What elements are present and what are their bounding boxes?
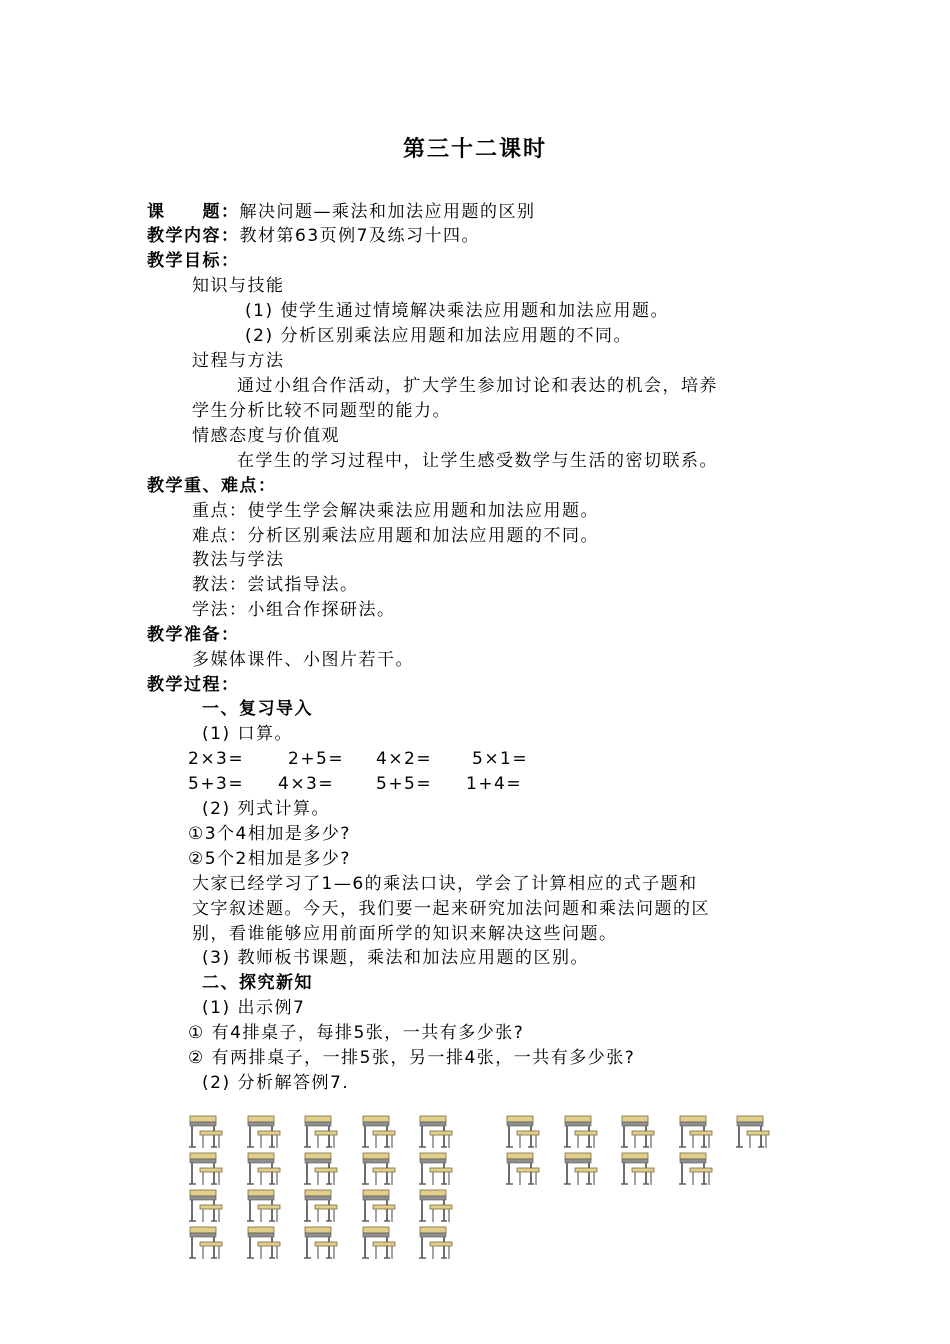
school-desk-icon (244, 1223, 284, 1261)
calc-item: 4×2= (376, 749, 433, 769)
school-desk-icon (186, 1223, 226, 1261)
intro-line-3: 别，看谁能够应用前面所学的知识来解决这些问题。 (192, 924, 618, 944)
school-desk-icon (359, 1223, 399, 1261)
topic-label: 课 题： (147, 202, 240, 222)
school-desk-icon (676, 1112, 716, 1150)
difficulty-point: 难点：分析区别乘法应用题和加法应用题的不同。 (192, 526, 599, 546)
content-label: 教学内容： (147, 226, 240, 246)
school-desk-icon (416, 1223, 456, 1261)
school-desk-icon (244, 1112, 284, 1150)
school-desk-icon (359, 1186, 399, 1224)
s2-question-1b: ② 有两排桌子，一排5张，另一排4张，一共有多少张? (188, 1048, 636, 1068)
s1-question-3: (3) 教师板书课题，乘法和加法应用题的区别。 (202, 948, 589, 968)
school-desk-icon (416, 1149, 456, 1187)
prep-label: 教学准备： (147, 625, 240, 645)
calc-item: 2+5= (288, 749, 345, 769)
emotion-line-1: 在学生的学习过程中，让学生感受数学与生活的密切联系。 (237, 451, 718, 471)
s1-question-2: (2) 列式计算。 (202, 799, 330, 819)
calc-item: 2×3= (188, 749, 245, 769)
content-text: 教材第63页例7及练习十四。 (239, 226, 480, 246)
school-desk-icon (416, 1112, 456, 1150)
process-label: 教学过程： (147, 675, 240, 695)
emotion-title: 情感态度与价值观 (192, 426, 340, 446)
school-desk-icon (244, 1186, 284, 1224)
section-1-title: 一、复习导入 (202, 699, 313, 719)
process-line-1: 通过小组合作活动，扩大学生参加讨论和表达的机会，培养 (237, 376, 718, 396)
teach-method: 教法：尝试指导法。 (192, 575, 359, 595)
school-desk-icon (561, 1112, 601, 1150)
intro-line-1: 大家已经学习了1—6的乘法口诀，学会了计算相应的式子题和 (192, 874, 698, 894)
knowledge-item-1: (1) 使学生通过情境解决乘法应用题和加法应用题。 (245, 301, 669, 321)
knowledge-title: 知识与技能 (192, 276, 285, 296)
process-title: 过程与方法 (192, 351, 285, 371)
school-desk-icon (561, 1149, 601, 1187)
s2-question-1: (1) 出示例7 (202, 998, 306, 1018)
school-desk-icon (416, 1186, 456, 1224)
school-desk-icon (676, 1149, 716, 1187)
section-2-title: 二、探究新知 (202, 973, 313, 993)
calc-item: 5+5= (376, 774, 433, 794)
calc-item: 5×1= (472, 749, 529, 769)
calc-item: 1+4= (466, 774, 523, 794)
knowledge-item-2: (2) 分析区别乘法应用题和加法应用题的不同。 (245, 326, 632, 346)
school-desk-icon (244, 1149, 284, 1187)
goals-label: 教学目标： (147, 251, 240, 271)
school-desk-icon (301, 1223, 341, 1261)
school-desk-icon (301, 1112, 341, 1150)
school-desk-icon (618, 1149, 658, 1187)
key-point: 重点：使学生学会解决乘法应用题和加法应用题。 (192, 501, 599, 521)
intro-line-2: 文字叙述题。今天，我们要一起来研究加法问题和乘法问题的区 (192, 899, 710, 919)
s1-question-2a: ①3个4相加是多少? (188, 824, 351, 844)
school-desk-icon (733, 1112, 773, 1150)
s2-question-1a: ① 有4排桌子，每排5张，一共有多少张? (188, 1023, 525, 1043)
school-desk-icon (503, 1112, 543, 1150)
topic-text: 解决问题—乘法和加法应用题的区别 (239, 202, 536, 222)
page-title: 第三十二课时 (402, 136, 547, 162)
key-points-label: 教学重、难点： (147, 476, 277, 496)
process-line-2: 学生分析比较不同题型的能力。 (192, 401, 451, 421)
calc-item: 4×3= (278, 774, 335, 794)
prep-items: 多媒体课件、小图片若干。 (192, 650, 414, 670)
school-desk-icon (503, 1149, 543, 1187)
school-desk-icon (301, 1149, 341, 1187)
calc-item: 5+3= (188, 774, 245, 794)
methods-title: 教法与学法 (192, 550, 285, 570)
school-desk-icon (359, 1149, 399, 1187)
school-desk-icon (618, 1112, 658, 1150)
s1-question-1: (1) 口算。 (202, 724, 293, 744)
school-desk-icon (186, 1149, 226, 1187)
school-desk-icon (186, 1112, 226, 1150)
school-desk-icon (301, 1186, 341, 1224)
learn-method: 学法：小组合作探研法。 (192, 600, 396, 620)
school-desk-icon (186, 1186, 226, 1224)
s2-question-2: (2) 分析解答例7. (202, 1073, 350, 1093)
s1-question-2b: ②5个2相加是多少? (188, 849, 351, 869)
school-desk-icon (359, 1112, 399, 1150)
